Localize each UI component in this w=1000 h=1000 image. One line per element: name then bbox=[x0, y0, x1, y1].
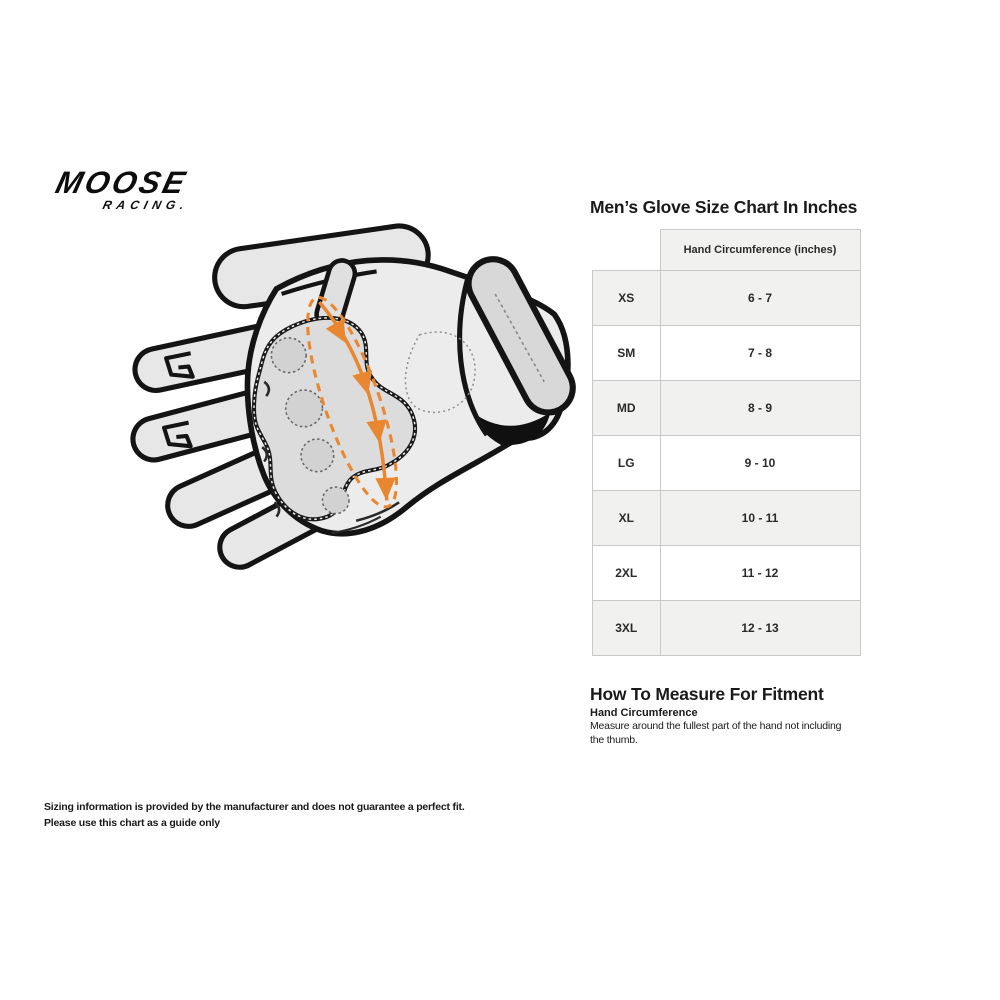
size-cell: XL bbox=[593, 491, 661, 546]
range-cell: 8 - 9 bbox=[660, 381, 860, 436]
glove-measurement-illustration bbox=[113, 212, 583, 570]
size-chart-title: Men’s Glove Size Chart In Inches bbox=[590, 197, 858, 217]
size-chart-table bbox=[592, 229, 861, 656]
table-row bbox=[593, 436, 861, 491]
logo-sub-text: RACING. bbox=[101, 198, 191, 212]
table-row bbox=[593, 601, 861, 656]
pad-dot bbox=[271, 338, 306, 373]
range-cell: 10 - 11 bbox=[660, 491, 860, 546]
size-cell: XS bbox=[593, 271, 661, 326]
size-cell: 3XL bbox=[593, 601, 661, 656]
pad-dot bbox=[301, 439, 334, 472]
size-cell: MD bbox=[593, 381, 661, 436]
table-row bbox=[593, 271, 861, 326]
hand-circumference-subheading: Hand Circumference bbox=[590, 707, 698, 719]
pad-dot bbox=[322, 487, 349, 514]
table-header-row bbox=[593, 230, 861, 271]
size-cell: SM bbox=[593, 326, 661, 381]
size-cell: LG bbox=[593, 436, 661, 491]
blank-header-cell bbox=[593, 230, 661, 271]
hand-circumference-header: Hand Circumference (inches) bbox=[660, 230, 860, 271]
range-cell: 9 - 10 bbox=[660, 436, 860, 491]
disclaimer-line-2: Please use this chart as a guide only bbox=[44, 816, 220, 829]
how-to-measure-title: How To Measure For Fitment bbox=[590, 684, 824, 704]
table-row bbox=[593, 546, 861, 601]
range-cell: 7 - 8 bbox=[660, 326, 860, 381]
table-row bbox=[593, 381, 861, 436]
moose-racing-logo bbox=[50, 167, 199, 211]
range-cell: 6 - 7 bbox=[660, 271, 860, 326]
glove-illustration-container bbox=[113, 212, 583, 570]
table-row bbox=[593, 326, 861, 381]
logo-brand-text: MOOSE bbox=[52, 165, 192, 200]
range-cell: 11 - 12 bbox=[660, 546, 860, 601]
sizing-disclaimer bbox=[44, 800, 465, 832]
pad-dot bbox=[286, 390, 323, 427]
size-cell: 2XL bbox=[593, 546, 661, 601]
range-cell: 12 - 13 bbox=[660, 601, 860, 656]
table-row bbox=[593, 491, 861, 546]
disclaimer-line-1: Sizing information is provided by the manufacturer and does not guarantee a perfect fit. bbox=[44, 801, 465, 813]
measure-instructions: Measure around the fullest part of the hand not including the thumb. bbox=[590, 720, 842, 746]
